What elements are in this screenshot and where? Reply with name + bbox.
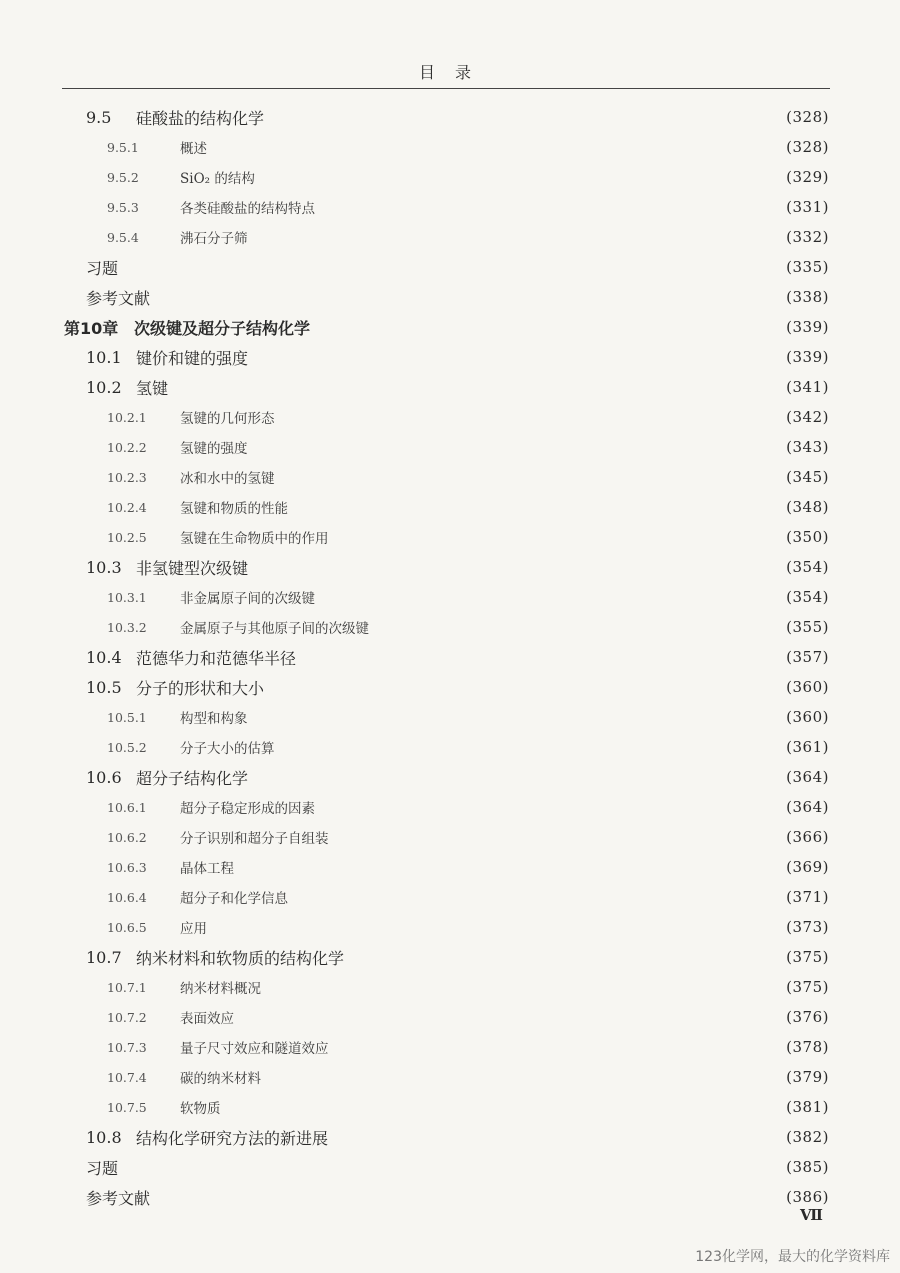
toc-entry-title: 分子的形状和大小 xyxy=(136,678,265,698)
toc-entry-number: 10.6.1 xyxy=(107,799,147,815)
toc-entry-title: 分子大小的估算 xyxy=(180,741,275,757)
toc-entry xyxy=(86,552,829,582)
dot-leader xyxy=(252,702,783,732)
toc-entry-page: (386) xyxy=(786,1188,829,1206)
toc-entry-number: 10.8 xyxy=(86,1127,122,1147)
toc-entry xyxy=(86,762,829,792)
toc-entry-page: (360) xyxy=(786,678,829,696)
toc-entry-page: (350) xyxy=(786,528,829,546)
toc-entry xyxy=(86,1122,829,1152)
toc-entry xyxy=(107,132,829,162)
toc-entry-page: (382) xyxy=(786,1128,829,1146)
toc-entry-page: (378) xyxy=(786,1038,829,1056)
toc-entry-number: 9.5.3 xyxy=(107,199,139,215)
toc-entry-title: 结构化学研究方法的新进展 xyxy=(136,1128,329,1148)
toc-entry-number: 10.5 xyxy=(86,677,122,697)
toc-entry-title: 超分子稳定形成的因素 xyxy=(180,801,315,817)
toc-entry xyxy=(107,492,829,522)
toc-entry-page: (328) xyxy=(786,108,829,126)
toc-entry-title: 概述 xyxy=(180,141,207,157)
toc-entry-page: (379) xyxy=(786,1068,829,1086)
toc-entry-page: (361) xyxy=(786,738,829,756)
toc-entry-page: (343) xyxy=(786,438,829,456)
toc-entry xyxy=(64,312,829,342)
toc-entry-number: 10.2.1 xyxy=(107,409,147,425)
dot-leader xyxy=(319,582,782,612)
toc-entry-title: 键价和键的强度 xyxy=(136,348,249,368)
toc-entry-number: 10.5.2 xyxy=(107,739,147,755)
toc-entry-number: 10.7.1 xyxy=(107,979,147,995)
toc-entry-page: (355) xyxy=(786,618,829,636)
toc-entry-page: (364) xyxy=(786,798,829,816)
toc-entry-title: 习题 xyxy=(86,1158,119,1178)
toc-entry xyxy=(107,432,829,462)
toc-entry-title: 参考文献 xyxy=(86,288,151,308)
toc-entry-title: 表面效应 xyxy=(180,1011,234,1027)
dot-leader xyxy=(211,912,782,942)
dot-leader xyxy=(172,372,782,402)
toc-entry-page: (335) xyxy=(786,258,829,276)
toc-entry-title: 氢键的强度 xyxy=(180,441,248,457)
toc-entry-page: (371) xyxy=(786,888,829,906)
toc-entry xyxy=(107,192,829,222)
toc-entry-title: SiO₂ 的结构 xyxy=(180,171,255,187)
toc-entry-title: 金属原子与其他原子间的次级键 xyxy=(180,621,369,637)
dot-leader xyxy=(292,882,782,912)
toc-entry-number: 10.5.1 xyxy=(107,709,147,725)
toc-entry-title: 非金属原子间的次级键 xyxy=(180,591,315,607)
toc-entry-number: 10.7.4 xyxy=(107,1069,147,1085)
dot-leader xyxy=(238,852,782,882)
toc-entry-title: 量子尺寸效应和隧道效应 xyxy=(180,1041,329,1057)
toc-entry-number: 9.5.2 xyxy=(107,169,139,185)
toc-entry xyxy=(107,792,829,822)
toc-entry xyxy=(107,972,829,1002)
toc-entry-number: 10.3 xyxy=(86,557,122,577)
toc-entry-page: (366) xyxy=(786,828,829,846)
toc-entry-page: (332) xyxy=(786,228,829,246)
toc-entry-title: 分子识别和超分子自组装 xyxy=(180,831,329,847)
toc-entry-number: 10.2.3 xyxy=(107,469,147,485)
toc-entry xyxy=(86,372,829,402)
toc-entry-number: 10.6 xyxy=(86,767,122,787)
toc-entry-page: (339) xyxy=(786,348,829,366)
dot-leader xyxy=(154,1182,782,1212)
toc-entry-page: (376) xyxy=(786,1008,829,1026)
toc-entry-number: 10.2.4 xyxy=(107,499,147,515)
toc-entry xyxy=(86,342,829,372)
dot-leader xyxy=(279,402,783,432)
toc-entry-number: 第10章 xyxy=(64,318,119,338)
toc-entry-title: 冰和水中的氢键 xyxy=(180,471,275,487)
toc-entry-title: 碳的纳米材料 xyxy=(180,1071,261,1087)
toc-entry-title: 纳米材料概况 xyxy=(180,981,261,997)
toc-entry xyxy=(107,1092,829,1122)
dot-leader xyxy=(279,732,783,762)
dot-leader xyxy=(225,1092,783,1122)
toc-entry-page: (373) xyxy=(786,918,829,936)
toc-entry-page: (348) xyxy=(786,498,829,516)
dot-leader xyxy=(319,792,782,822)
toc-entry-number: 10.7.2 xyxy=(107,1009,147,1025)
toc-entry-number: 10.2.5 xyxy=(107,529,147,545)
toc-entry-title: 次级键及超分子结构化学 xyxy=(134,318,311,338)
dot-leader xyxy=(314,312,782,342)
toc-entry-page: (360) xyxy=(786,708,829,726)
toc-entry-title: 各类硅酸盐的结构特点 xyxy=(180,201,315,217)
toc-entry-number: 10.6.4 xyxy=(107,889,147,905)
dot-leader xyxy=(292,492,782,522)
toc-entry-page: (339) xyxy=(786,318,829,336)
dot-leader xyxy=(333,522,783,552)
toc-entry-title: 晶体工程 xyxy=(180,861,234,877)
dot-leader xyxy=(211,132,782,162)
dot-leader xyxy=(268,102,782,132)
toc-entry-number: 10.7.5 xyxy=(107,1099,147,1115)
toc-entry-page: (328) xyxy=(786,138,829,156)
toc-entry-number: 9.5.1 xyxy=(107,139,139,155)
dot-leader xyxy=(333,1032,783,1062)
toc-entry-number: 10.7.3 xyxy=(107,1039,147,1055)
dot-leader xyxy=(319,192,782,222)
toc-entry-page: (364) xyxy=(786,768,829,786)
toc-entry xyxy=(107,522,829,552)
header-title: 目 录 xyxy=(418,63,473,82)
toc-entry xyxy=(86,102,829,132)
page-number: Ⅶ xyxy=(800,1206,823,1224)
toc-entry-number: 10.1 xyxy=(86,347,122,367)
toc-entry-title: 氢键的几何形态 xyxy=(180,411,275,427)
toc-entry xyxy=(107,912,829,942)
toc-entry xyxy=(86,642,829,672)
toc-entry xyxy=(107,732,829,762)
toc-entry-page: (357) xyxy=(786,648,829,666)
dot-leader xyxy=(332,1122,782,1152)
toc-entry xyxy=(107,462,829,492)
toc-entry-title: 范德华力和范德华半径 xyxy=(136,648,297,668)
toc-entry-number: 10.3.2 xyxy=(107,619,147,635)
toc-entry-page: (369) xyxy=(786,858,829,876)
toc-entry xyxy=(107,222,829,252)
dot-leader xyxy=(238,1002,782,1032)
dot-leader xyxy=(265,1062,782,1092)
toc-entry-title: 习题 xyxy=(86,258,119,278)
dot-leader xyxy=(259,162,782,192)
toc-entry-page: (354) xyxy=(786,588,829,606)
toc-entry-title: 超分子和化学信息 xyxy=(180,891,288,907)
toc-entry xyxy=(107,882,829,912)
toc-entry-title: 沸石分子筛 xyxy=(180,231,248,247)
toc-entry-title: 构型和构象 xyxy=(180,711,248,727)
toc-entry xyxy=(86,942,829,972)
toc-entry xyxy=(86,672,829,702)
toc-entry xyxy=(107,1032,829,1062)
toc-entry-title: 氢键和物质的性能 xyxy=(180,501,288,517)
toc-entry-page: (354) xyxy=(786,558,829,576)
toc-entry-title: 硅酸盐的结构化学 xyxy=(136,108,265,128)
dot-leader xyxy=(265,972,782,1002)
toc-entry xyxy=(86,1182,829,1212)
toc-entry-title: 参考文献 xyxy=(86,1188,151,1208)
dot-leader xyxy=(122,252,782,282)
toc-entry-number: 10.4 xyxy=(86,647,122,667)
page-header xyxy=(62,58,830,89)
toc-entry-title: 超分子结构化学 xyxy=(136,768,249,788)
toc-entry-number: 10.7 xyxy=(86,947,122,967)
toc-entry-number: 10.2 xyxy=(86,377,122,397)
toc-entry-title: 应用 xyxy=(180,921,207,937)
toc-entry-page: (345) xyxy=(786,468,829,486)
toc-entry xyxy=(107,582,829,612)
toc-entry-page: (375) xyxy=(786,948,829,966)
dot-leader xyxy=(348,942,782,972)
toc-entry-number: 10.3.1 xyxy=(107,589,147,605)
toc-entry-page: (329) xyxy=(786,168,829,186)
toc-entry-title: 软物质 xyxy=(180,1101,221,1117)
dot-leader xyxy=(252,222,783,252)
toc-entry xyxy=(107,162,829,192)
toc-entry-number: 10.6.5 xyxy=(107,919,147,935)
dot-leader xyxy=(268,672,782,702)
toc-entry xyxy=(107,612,829,642)
toc-entry-page: (381) xyxy=(786,1098,829,1116)
watermark-text: 123化学网，最大的化学资料库 xyxy=(695,1249,890,1265)
toc-entry-page: (331) xyxy=(786,198,829,216)
toc-entry-number: 10.6.2 xyxy=(107,829,147,845)
dot-leader xyxy=(279,462,783,492)
toc-entry-page: (375) xyxy=(786,978,829,996)
toc-entry-title: 纳米材料和软物质的结构化学 xyxy=(136,948,345,968)
toc-entry xyxy=(86,252,829,282)
dot-leader xyxy=(252,552,782,582)
toc-entry xyxy=(107,852,829,882)
toc-entry-number: 9.5 xyxy=(86,107,112,127)
dot-leader xyxy=(373,612,782,642)
toc-entry-page: (385) xyxy=(786,1158,829,1176)
toc-entry xyxy=(107,1062,829,1092)
dot-leader xyxy=(154,282,782,312)
dot-leader xyxy=(122,1152,782,1182)
toc-entry-page: (338) xyxy=(786,288,829,306)
toc-entry xyxy=(107,402,829,432)
dot-leader xyxy=(300,642,782,672)
dot-leader xyxy=(252,762,782,792)
dot-leader xyxy=(252,432,783,462)
toc-entry-title: 氢键 xyxy=(136,378,169,398)
toc-entry-title: 非氢键型次级键 xyxy=(136,558,249,578)
toc-entry xyxy=(107,1002,829,1032)
toc-entry xyxy=(86,1152,829,1182)
toc-entry-title: 氢键在生命物质中的作用 xyxy=(180,531,329,547)
toc-entry-page: (342) xyxy=(786,408,829,426)
toc-entry-number: 10.2.2 xyxy=(107,439,147,455)
toc-entry xyxy=(107,822,829,852)
toc-entry-number: 9.5.4 xyxy=(107,229,139,245)
toc-entry xyxy=(86,282,829,312)
dot-leader xyxy=(333,822,783,852)
toc-entry-number: 10.6.3 xyxy=(107,859,147,875)
toc-entry xyxy=(107,702,829,732)
dot-leader xyxy=(252,342,782,372)
toc-entry-page: (341) xyxy=(786,378,829,396)
